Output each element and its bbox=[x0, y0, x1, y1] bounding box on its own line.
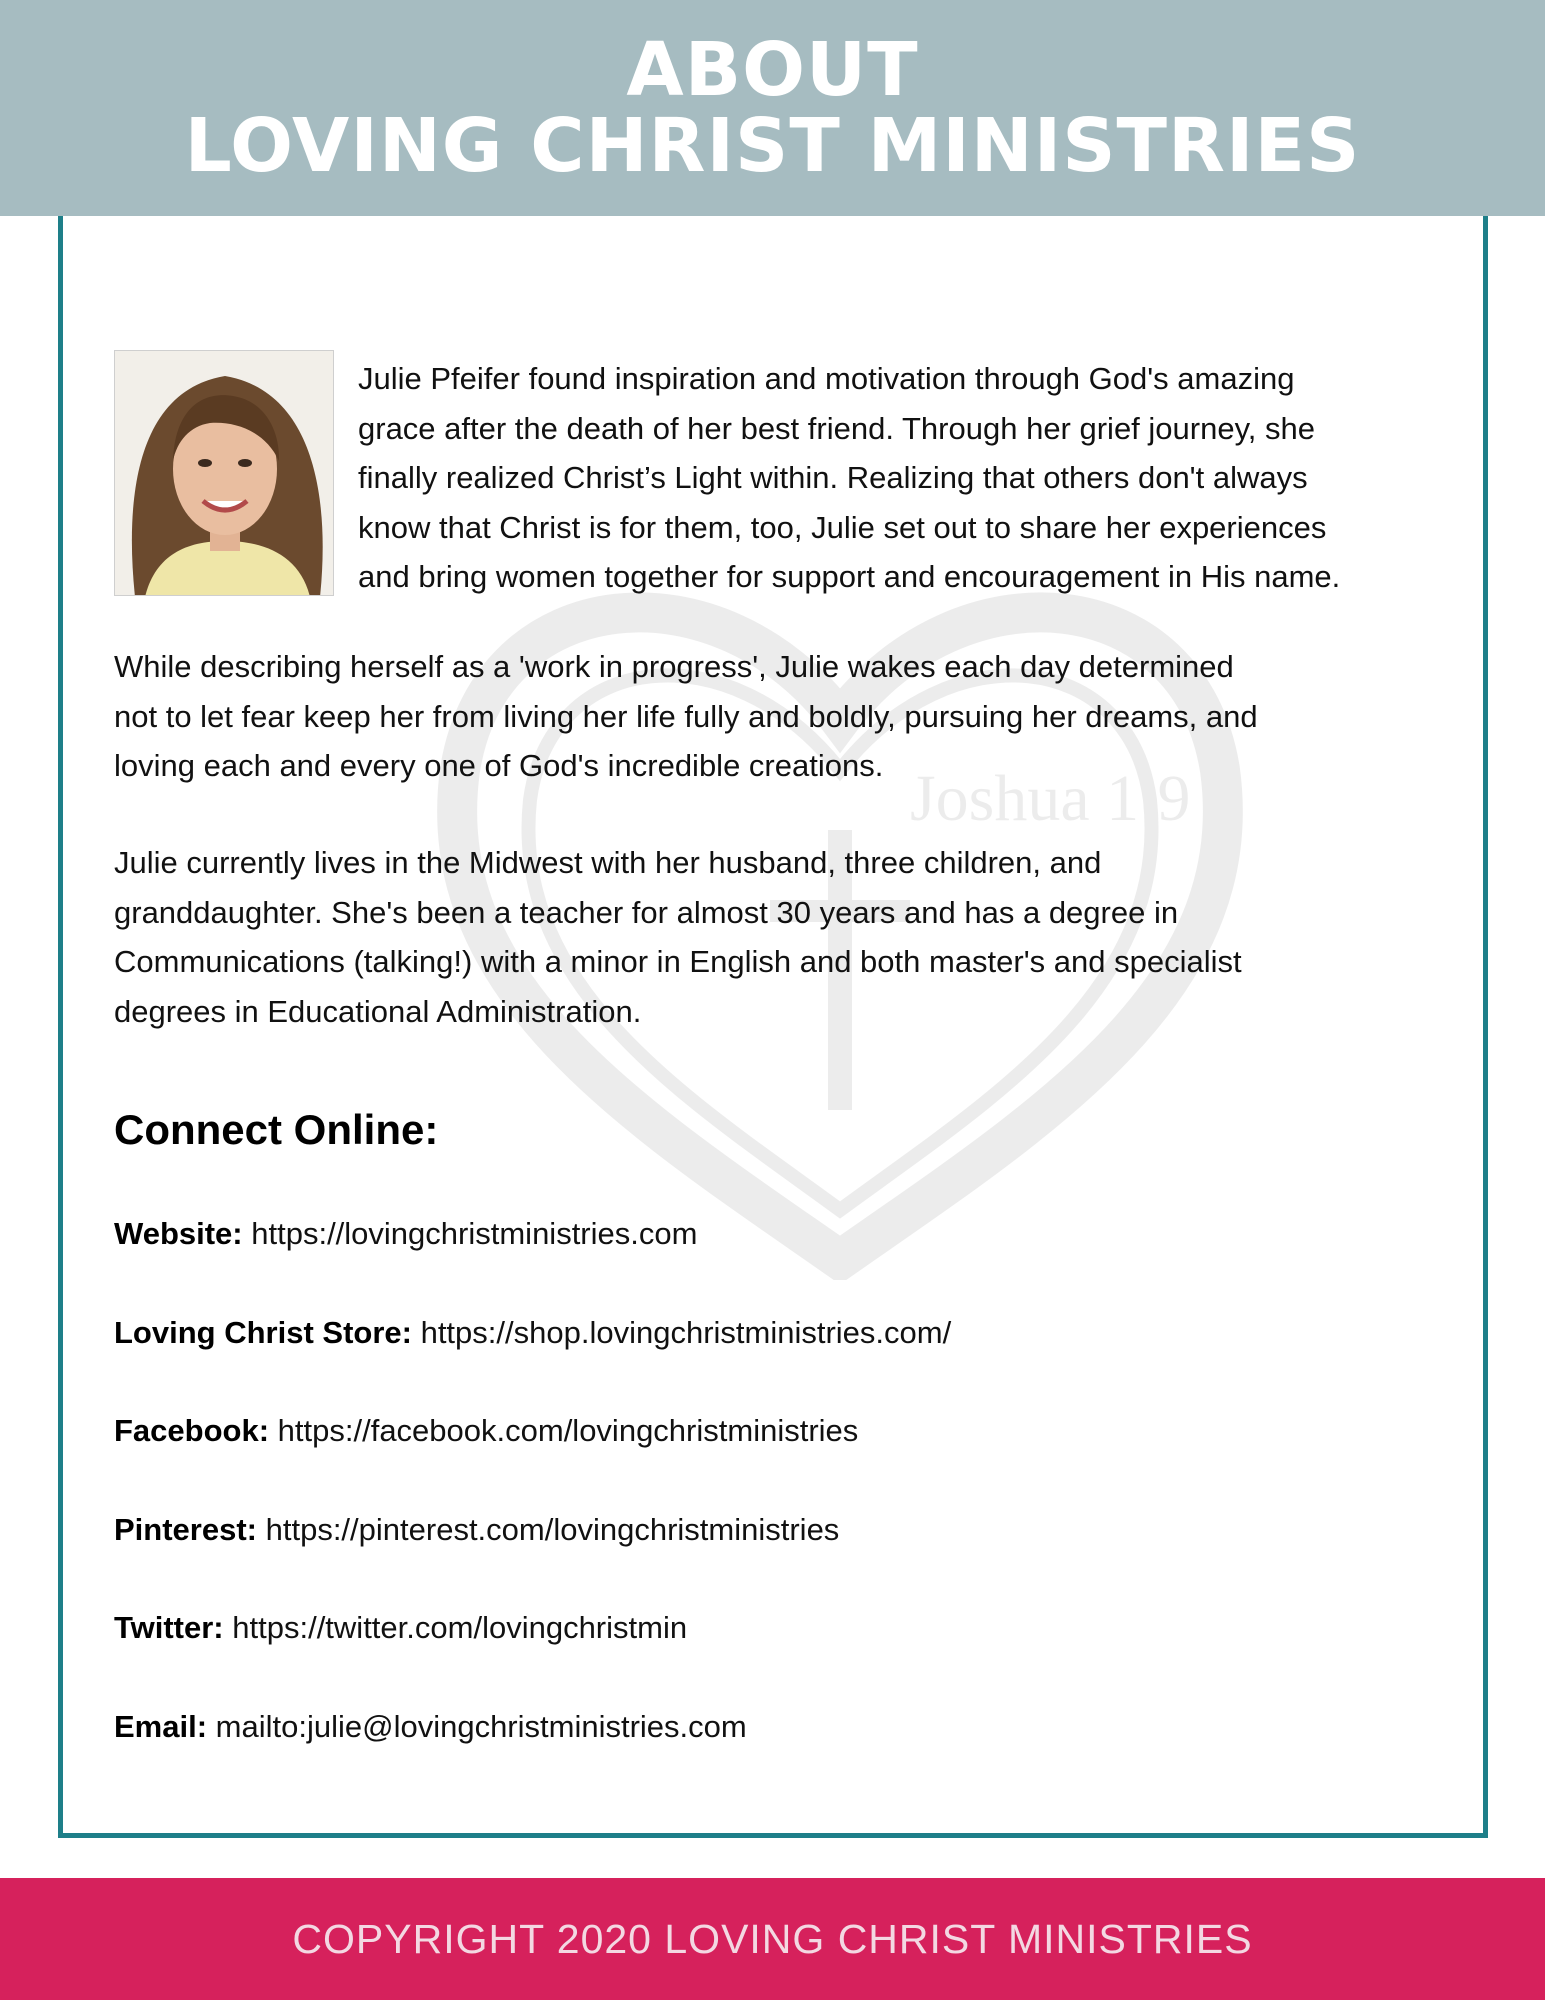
contact-label: Twitter: bbox=[114, 1610, 224, 1645]
connect-online-heading: Connect Online: bbox=[114, 1106, 439, 1153]
page-footer bbox=[0, 1878, 1545, 2000]
bio-paragraph-1-line: Julie Pfeifer found inspiration and motivation through God's amazing bbox=[358, 361, 1295, 396]
contact-website bbox=[114, 1214, 697, 1254]
watermark-verse: Joshua 1:9 bbox=[910, 762, 1191, 835]
contact-twitter bbox=[114, 1608, 687, 1648]
header-title-line-1: ABOUT bbox=[626, 27, 919, 113]
author-photo bbox=[114, 350, 334, 596]
contact-label: Email: bbox=[114, 1709, 208, 1744]
bio-paragraph-1-line: finally realized Christ’s Light within. Realizing that others don't always bbox=[358, 460, 1308, 495]
store-link[interactable]: https://shop.lovingchristministries.com/ bbox=[420, 1315, 952, 1350]
contact-label: Website: bbox=[114, 1216, 243, 1251]
bio-paragraph-1-line: and bring women together for support and encouragement in His name. bbox=[358, 559, 1341, 594]
bio-paragraph-2-line: loving each and every one of God's incredible creations. bbox=[114, 748, 884, 783]
bio-paragraph-1 bbox=[358, 354, 1340, 602]
website-link[interactable]: https://lovingchristministries.com bbox=[251, 1216, 698, 1251]
contact-label: Facebook: bbox=[114, 1413, 270, 1448]
contact-pinterest bbox=[114, 1510, 839, 1550]
bio-paragraph-3-line: Communications (talking!) with a minor in English and both master's and specialist bbox=[114, 944, 1242, 979]
page-header bbox=[0, 0, 1545, 216]
contact-store bbox=[114, 1313, 951, 1353]
email-link[interactable]: mailto:julie@lovingchristministries.com bbox=[215, 1709, 747, 1744]
bio-paragraph-2-line: not to let fear keep her from living her life fully and boldly, pursuing her dreams, and bbox=[114, 698, 1258, 734]
header-title-line-2: LOVING CHRIST MINISTRIES bbox=[184, 103, 1361, 189]
bio-paragraph-2 bbox=[114, 642, 1258, 791]
bio-paragraph-3 bbox=[114, 838, 1242, 1036]
bio-paragraph-2-line: While describing herself as a 'work in progress', Julie wakes each day determined bbox=[114, 649, 1234, 684]
contact-label: Pinterest: bbox=[114, 1512, 257, 1547]
contact-facebook bbox=[114, 1411, 858, 1451]
bio-paragraph-3-line: Julie currently lives in the Midwest with her husband, three children, and bbox=[114, 845, 1102, 880]
contact-email bbox=[114, 1707, 747, 1747]
pinterest-link[interactable]: https://pinterest.com/lovingchristministries bbox=[265, 1512, 840, 1547]
contact-label: Loving Christ Store: bbox=[114, 1315, 412, 1350]
copyright-text: COPYRIGHT 2020 LOVING CHRIST MINISTRIES bbox=[292, 1915, 1253, 1962]
bio-paragraph-1-line: grace after the death of her best friend. Through her grief journey, she bbox=[358, 410, 1315, 446]
twitter-link[interactable]: https://twitter.com/lovingchristmin bbox=[232, 1610, 688, 1645]
bio-paragraph-1-line: know that Christ is for them, too, Julie set out to share her experiences bbox=[358, 509, 1327, 545]
bio-paragraph-3-line: degrees in Educational Administration. bbox=[114, 993, 642, 1029]
facebook-link[interactable]: https://facebook.com/lovingchristministries bbox=[277, 1413, 859, 1448]
bio-paragraph-3-line: granddaughter. She's been a teacher for almost 30 years and has a degree in bbox=[114, 894, 1179, 930]
